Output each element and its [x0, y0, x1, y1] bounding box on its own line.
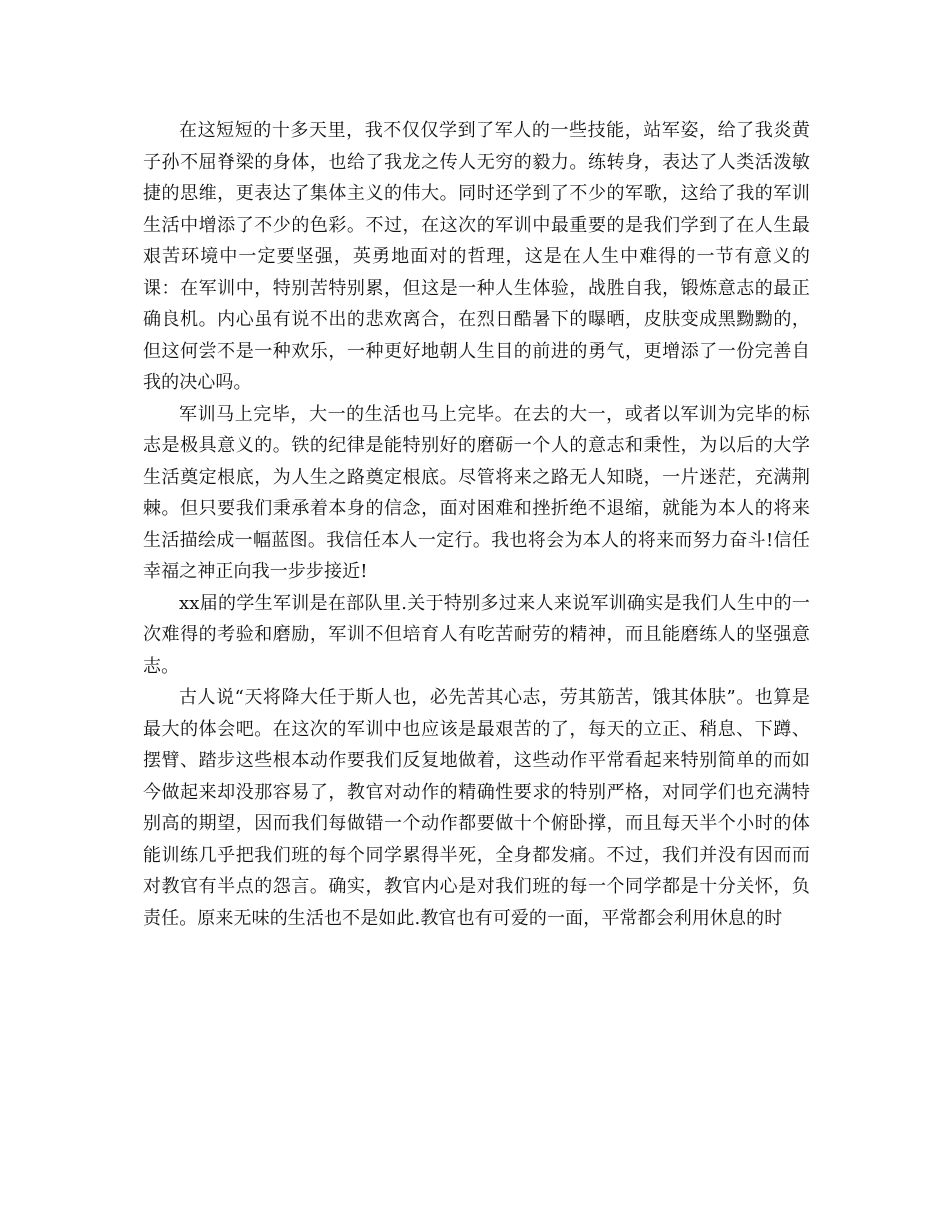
- paragraph-3: xx届的学生军训是在部队里.关于特别多过来人来说军训确实是我们人生中的一次难得的考验和磨励，军训不但培育人有吃苦耐劳的精神，而且能磨练人的坚强意志。: [143, 592, 810, 677]
- paragraph-1: 在这短短的十多天里，我不仅仅学到了军人的一些技能，站军姿，给了我炎黄子孙不屈脊梁的身体，也给了我龙之传人无穷的毅力。练转身，表达了人类活泼敏捷的思维，更表达了集体主义的伟大。同时还学到了不少的军歌，这给了我的军训生活中增添了不少的色彩。不过，在这次的军训中最重要的是我们学到了在人生最艰苦环境中一定要坚强，英勇地面对的哲理，这是在人生中难得的一节有意义的课：在军训中，特别苦特别累，但这是一种人生体验，战胜自我，锻炼意志的最正确良机。内心虽有说不出的悲欢离合，在烈日酷暑下的曝晒，皮肤变成黑黝黝的，但这何尝不是一种欢乐，一种更好地朝人生目的前进的勇气，更增添了一份完善自我的决心吗。: [143, 120, 810, 393]
- document-body: [143, 115, 810, 934]
- paragraph-4: 古人说“天将降大任于斯人也，必先苦其心志，劳其筋苦，饿其体肤”。也算是最大的体会吧。在这次的军训中也应该是最艰苦的了，每天的立正、稍息、下蹲、摆臂、踏步这些根本动作要我们反复地做着，这些动作平常看起来特别简单的而如今做起来却没那容易了，教官对动作的精确性要求的特别严格，对同学们也充满特别高的期望，因而我们每做错一个动作都要做十个俯卧撑，而且每天半个小时的体能训练几乎把我们班的每个同学累得半死，全身都发痛。不过，我们并没有因而而对教官有半点的怨言。确实，教官内心是对我们班的每一个同学都是十分关怀，负责任。原来无味的生活也不是如此.教官也有可爱的一面，平常都会利用休息的时: [143, 687, 810, 929]
- paragraph-2: 军训马上完毕，大一的生活也马上完毕。在去的大一，或者以军训为完毕的标志是极具意义的。铁的纪律是能特别好的磨砺一个人的意志和秉性，为以后的大学生活奠定根底，为人生之路奠定根底。尽管将来之路无人知晓，一片迷茫，充满荆棘。但只要我们秉承着本身的信念，面对困难和挫折绝不退缩，就能为本人的将来生活描绘成一幅蓝图。我信任本人一定行。我也将会为本人的将来而努力奋斗!信任幸福之神正向我一步步接近!: [143, 403, 810, 582]
